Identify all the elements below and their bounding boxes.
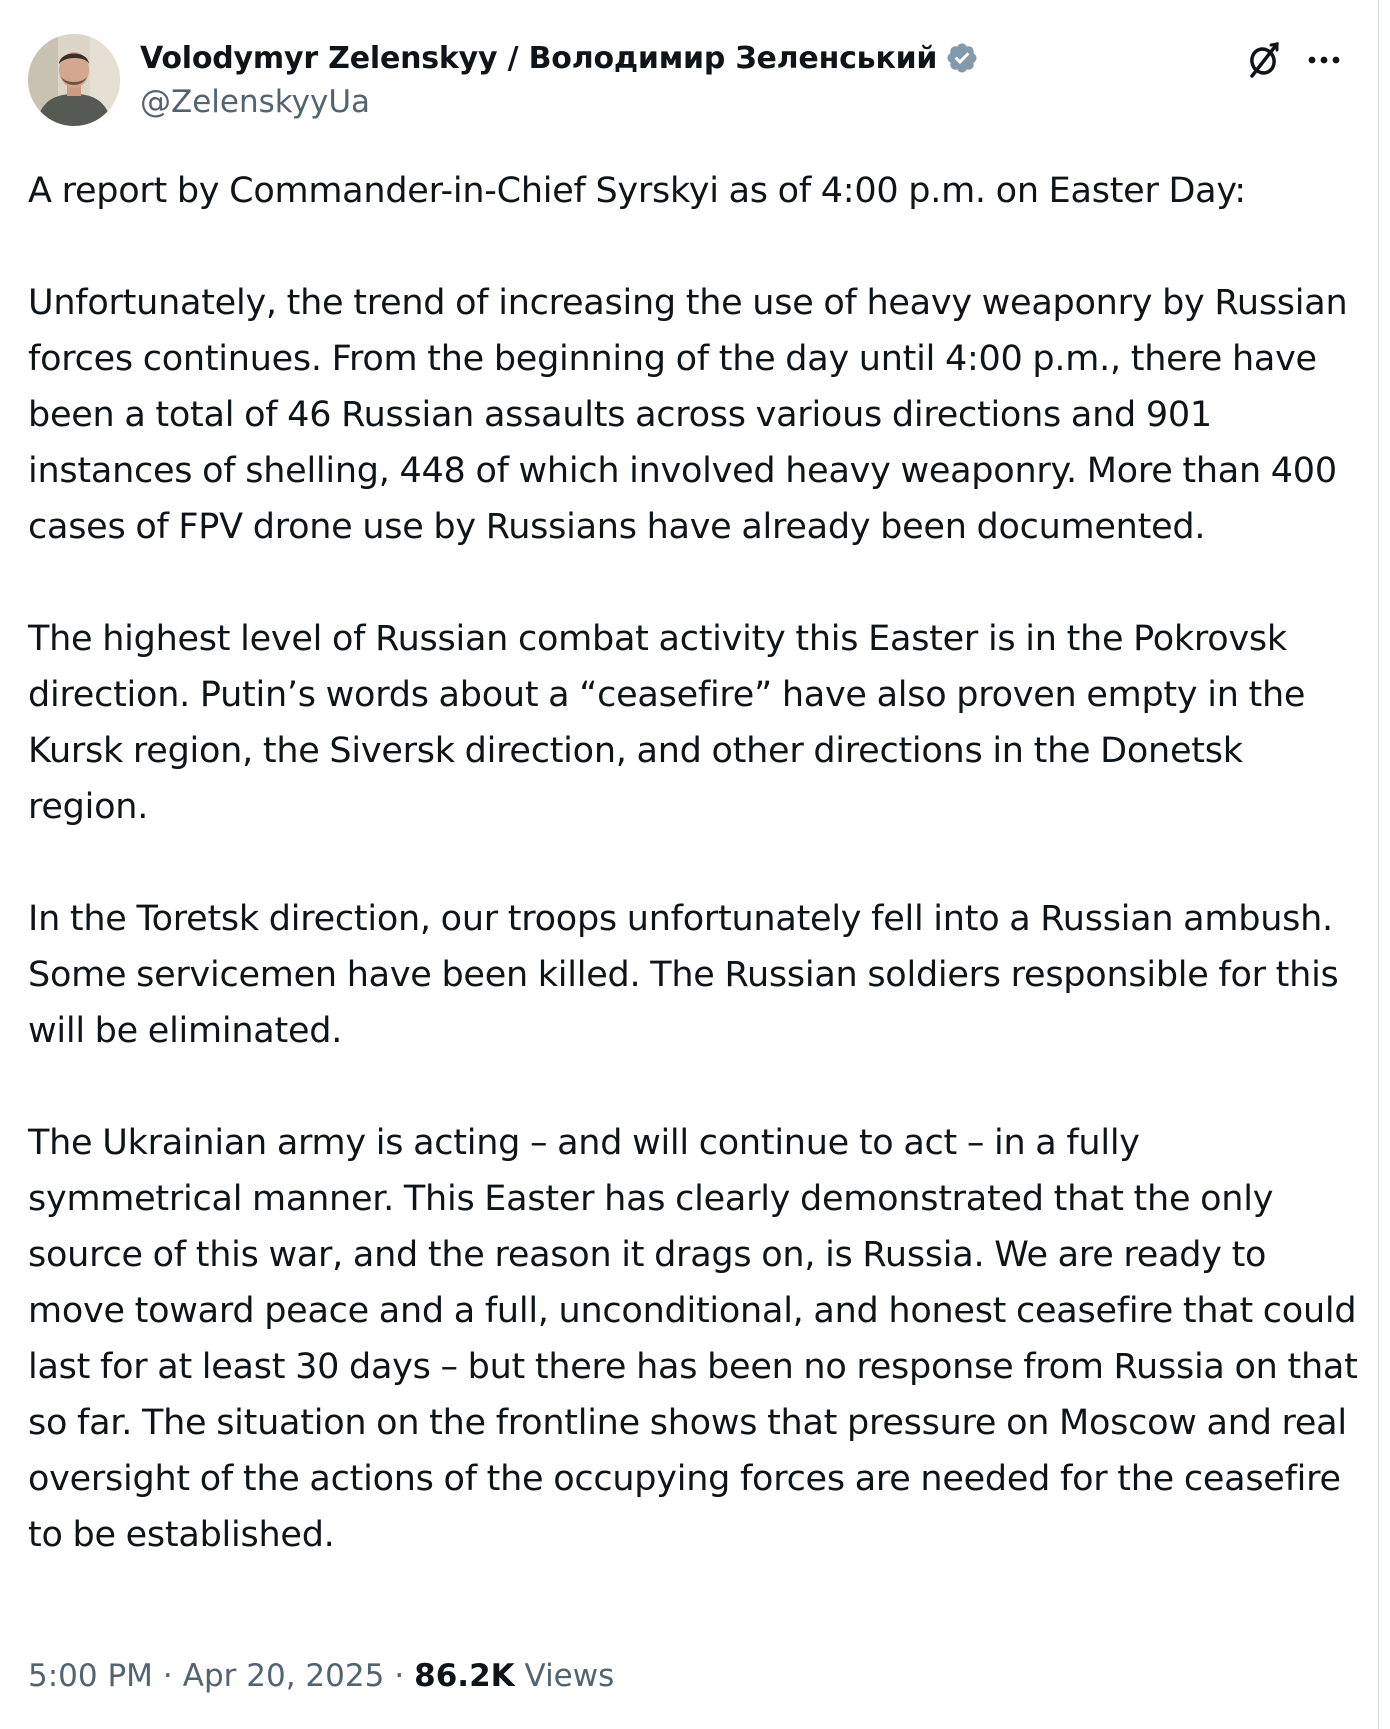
tweet-text bbox=[28, 163, 1358, 1563]
verified-badge-icon[interactable] bbox=[945, 41, 979, 75]
right-border bbox=[1378, 0, 1379, 1729]
tweet-date[interactable]: Apr 20, 2025 bbox=[182, 1658, 385, 1694]
meta-separator: · bbox=[394, 1658, 405, 1694]
meta-separator: · bbox=[162, 1658, 173, 1694]
author-handle[interactable]: @ZelenskyyUa bbox=[140, 84, 371, 120]
tweet-time[interactable]: 5:00 PM bbox=[28, 1658, 153, 1694]
tweet-paragraph: In the Toretsk direction, our troops unfortunately fell into a Russian ambush. Some servicemen have been killed. The Russian soldiers responsible for this will be eliminated. bbox=[28, 899, 1339, 1051]
views-label: Views bbox=[524, 1658, 615, 1694]
author-display-name[interactable]: Volodymyr Zelenskyy / Володимир Зеленський bbox=[140, 40, 938, 76]
tweet-meta bbox=[28, 1658, 614, 1694]
avatar[interactable] bbox=[28, 34, 120, 126]
author-name-line bbox=[140, 36, 979, 80]
views-count[interactable]: 86.2K bbox=[414, 1658, 515, 1694]
grok-icon[interactable] bbox=[1242, 38, 1286, 82]
tweet-paragraph: A report by Commander-in-Chief Syrskyi as of 4:00 p.m. on Easter Day: bbox=[28, 171, 1246, 211]
more-options-icon[interactable] bbox=[1304, 40, 1344, 80]
tweet-paragraph: Unfortunately, the trend of increasing the use of heavy weaponry by Russian forces continues. From the beginning of the day until 4:00 p.m., there have been a total of 46 Russian assaults across various directions and 901 instances of shelling, 448 of which involved heavy weaponry. More than 400 cases of FPV drone use by Russians have already been documented. bbox=[28, 283, 1348, 547]
tweet-paragraph: The highest level of Russian combat activity this Easter is in the Pokrovsk direction. Putin’s words about a “ceasefire” have also proven empty in the Kursk region, the Siversk direction, and other directions in the Donetsk region. bbox=[28, 619, 1306, 827]
tweet-paragraph: The Ukrainian army is acting – and will continue to act – in a fully symmetrical manner. This Easter has clearly demonstrated that the only source of this war, and the reason it drags on, is Russia. We are ready to move toward peace and a full, unconditional, and honest ceasefire that could last for at least 30 days – but there has been no response from Russia on that so far. The situation on the frontline shows that pressure on Moscow and real oversight of the actions of the occupying forces are needed for the ceasefire to be established. bbox=[28, 1123, 1358, 1555]
